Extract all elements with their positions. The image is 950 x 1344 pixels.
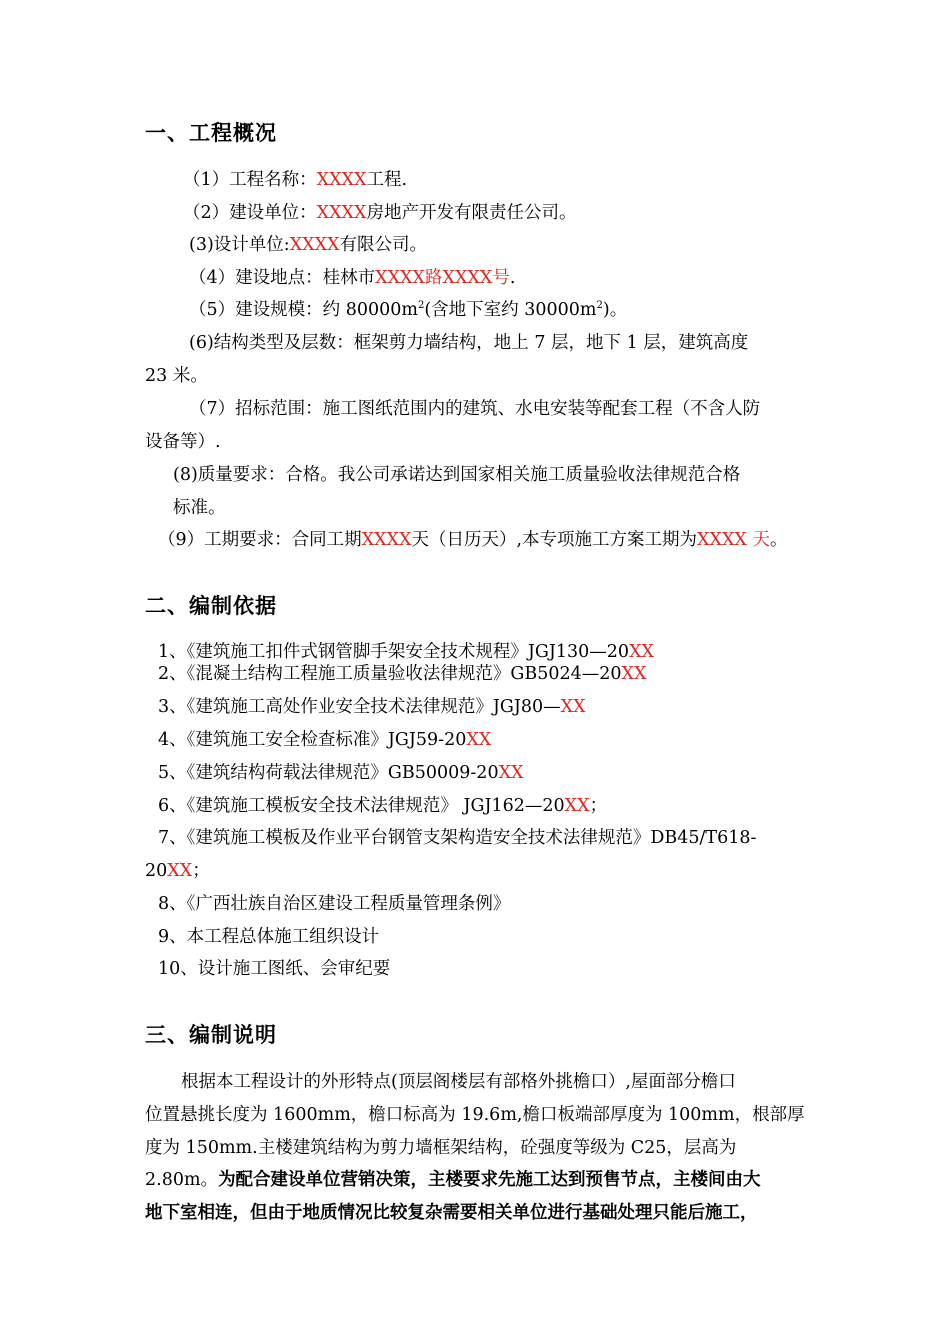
overview-item-project-name: （1）工程名称：XXXX工程. (183, 170, 408, 190)
placeholder-text: XXXX (361, 530, 412, 550)
notes-paragraph-line: 地下室相连，但由于地质情况比较复杂需要相关单位进行基础处理只能后施工， (145, 1203, 758, 1223)
overview-item-builder: （2）建设单位：XXXX房地产开发有限责任公司。 (183, 203, 577, 223)
overview-item-schedule: （9）工期要求：合同工期XXXX天（日历天）,本专项施工方案工期为XXXX 天。 (158, 530, 788, 550)
basis-item: 7、《建筑施工模板及作业平台钢管支架构造安全技术法律规范》DB45/T618- (158, 828, 757, 848)
basis-item: 10、设计施工图纸、会审纪要 (158, 959, 391, 979)
basis-item-continuation: 20XX； (145, 861, 210, 881)
overview-item-scope-line1: （7）招标范围：施工图纸范围内的建筑、水电安装等配套工程（不含人防 (189, 399, 761, 419)
placeholder-text: XXXX 天 (697, 530, 770, 550)
basis-item: 4、《建筑施工安全检查标准》JGJ59-20XX (158, 730, 492, 750)
overview-item-quality-line2: 标准。 (173, 498, 226, 518)
basis-item: 9、本工程总体施工组织设计 (158, 927, 380, 947)
overview-item-scope-line2: 设备等）. (145, 432, 221, 452)
overview-item-quality-line1: (8)质量要求：合格。我公司承诺达到国家相关施工质量验收法律规范合格 (173, 465, 741, 485)
emphasis-text: 为配合建设单位营销决策，主楼要求先施工达到预售节点，主楼间由大 (218, 1170, 761, 1190)
placeholder-text: XXXX (289, 235, 340, 255)
basis-item: 2、《混凝土结构工程施工质量验收法律规范》GB5024—20XX (158, 664, 647, 684)
overview-item-location: （4）建设地点：桂林市XXXX路XXXX号. (189, 268, 516, 288)
overview-item-designer: (3)设计单位:XXXX有限公司。 (189, 235, 428, 255)
basis-item: 3、《建筑施工高处作业安全技术法律规范》JGJ80—XX (158, 697, 586, 717)
basis-item: 5、《建筑结构荷载法律规范》GB50009-20XX (158, 763, 524, 783)
basis-item: 8、《广西壮族自治区建设工程质量管理条例》 (158, 894, 511, 914)
basis-item: 6、《建筑施工模板安全技术法律规范》 JGJ162—20XX； (158, 796, 608, 816)
overview-item-structure-line1: (6)结构类型及层数：框架剪力墙结构，地上 7 层，地下 1 层，建筑高度 (189, 333, 749, 353)
notes-paragraph-line: 2.80m。为配合建设单位营销决策，主楼要求先施工达到预售节点，主楼间由大 (145, 1170, 761, 1190)
notes-paragraph-line: 度为 150mm.主楼建筑结构为剪力墙框架结构，砼强度等级为 C25，层高为 (145, 1138, 737, 1158)
placeholder-text: XXXX (316, 170, 367, 190)
section-heading-notes: 三、编制说明 (145, 1023, 277, 1047)
notes-paragraph-line: 位置悬挑长度为 1600mm，檐口标高为 19.6m,檐口板端部厚度为 100mm，根部厚 (145, 1105, 805, 1125)
section-heading-basis: 二、编制依据 (145, 594, 277, 618)
basis-item: 1、《建筑施工扣件式钢管脚手架安全技术规程》JGJ130—20XX (158, 642, 654, 662)
section-heading-overview: 一、工程概况 (145, 121, 277, 145)
overview-item-scale: （5）建设规模：约 $80000m^2$(含地下室约 $30000m^2$)。 (189, 300, 628, 320)
notes-paragraph-line: 根据本工程设计的外形特点(顶层阁楼层有部格外挑檐口）,屋面部分檐口 (181, 1072, 736, 1092)
overview-item-structure-line2: 23 米。 (145, 366, 208, 386)
placeholder-text: XXXX (316, 203, 367, 223)
